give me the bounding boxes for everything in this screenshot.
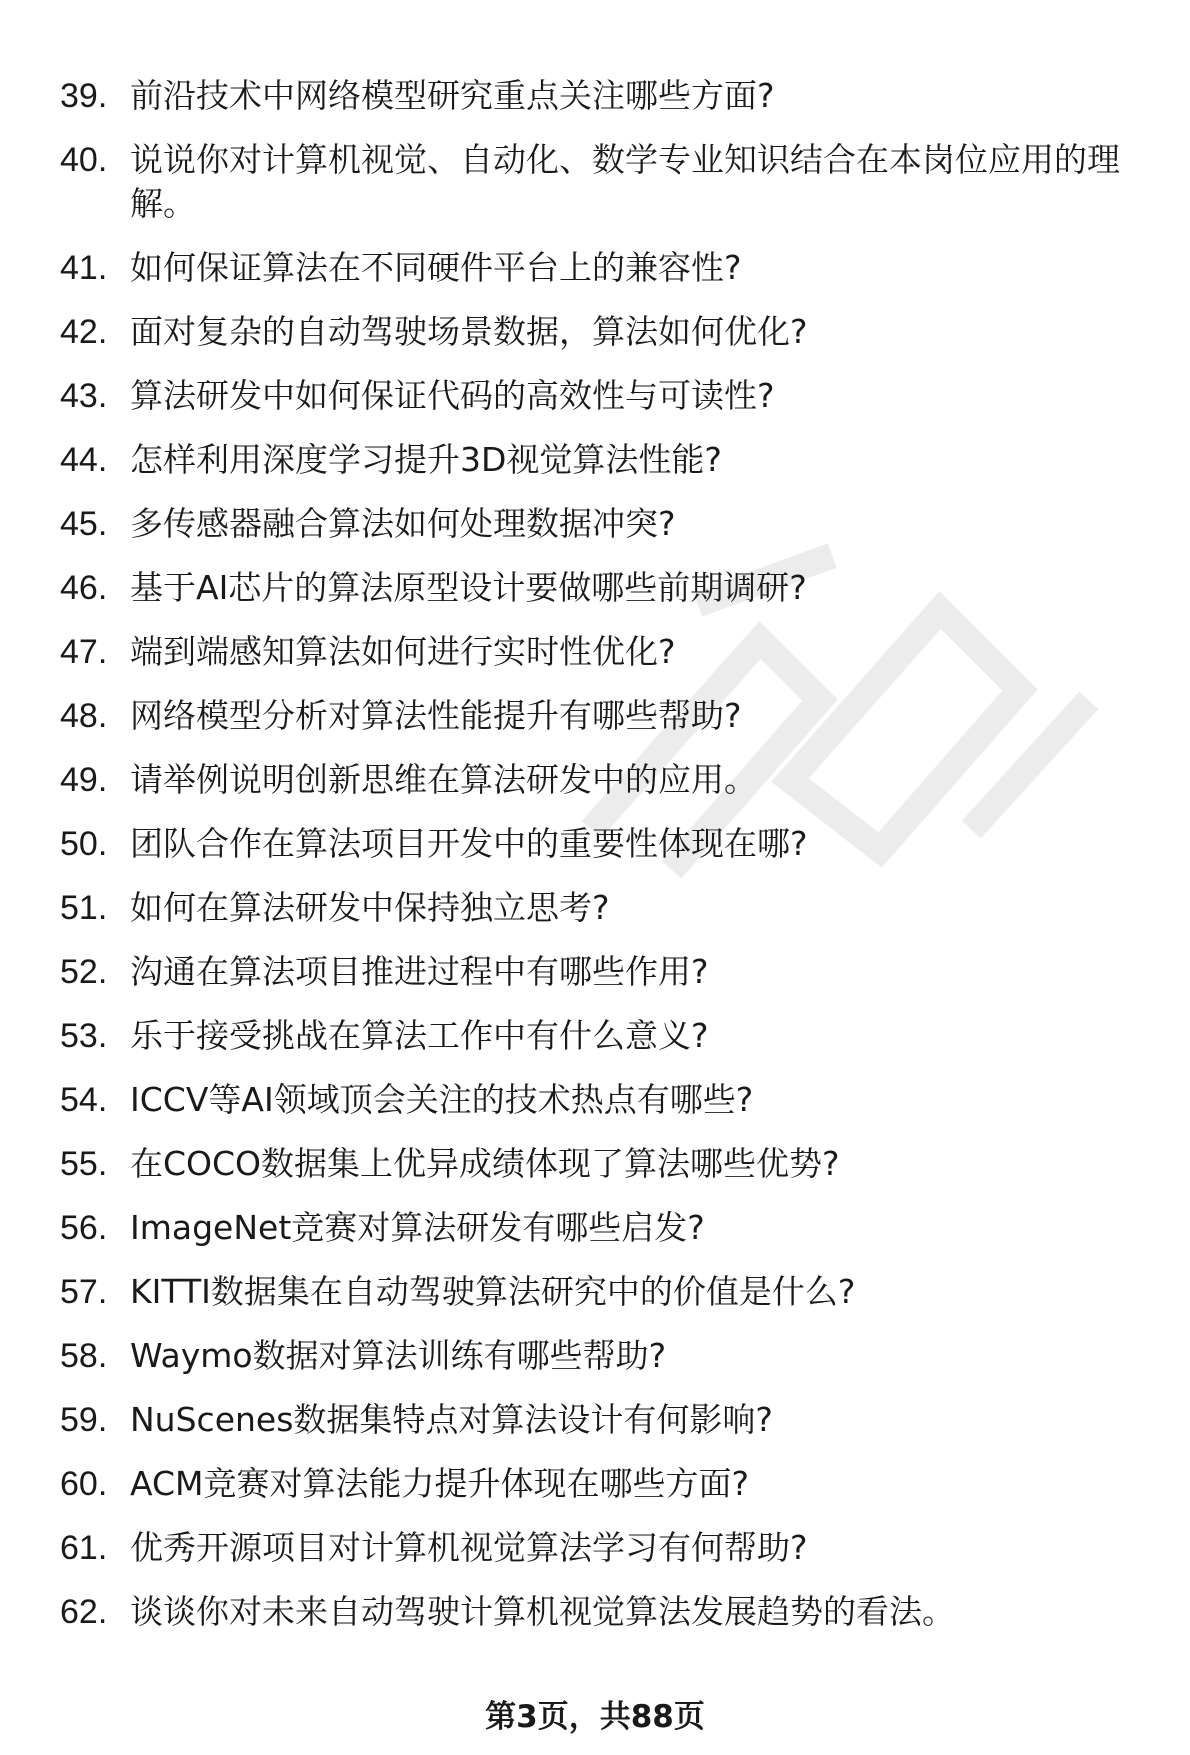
question-number: 52. xyxy=(60,953,108,991)
question-item xyxy=(0,246,1190,290)
question-text: 说说你对计算机视觉、自动化、数学专业知识结合在本岗位应用的理解。 xyxy=(130,140,1120,223)
question-item xyxy=(0,630,1190,674)
question-item xyxy=(0,74,1190,118)
question-number: 60. xyxy=(60,1465,108,1503)
question-number: 41. xyxy=(60,249,108,287)
question-text: 如何在算法研发中保持独立思考? xyxy=(130,888,610,927)
question-text: ImageNet竞赛对算法研发有哪些启发? xyxy=(130,1208,705,1247)
question-number: 42. xyxy=(60,313,108,351)
question-text: 面对复杂的自动驾驶场景数据，算法如何优化? xyxy=(130,312,808,351)
question-text: KITTI数据集在自动驾驶算法研究中的价值是什么? xyxy=(130,1272,856,1311)
question-text: 如何保证算法在不同硬件平台上的兼容性? xyxy=(130,248,742,287)
question-text: 多传感器融合算法如何处理数据冲突? xyxy=(130,504,676,543)
question-number: 44. xyxy=(60,441,108,479)
question-item xyxy=(0,1014,1190,1058)
question-text: 算法研发中如何保证代码的高效性与可读性? xyxy=(130,376,775,415)
question-text: 网络模型分析对算法性能提升有哪些帮助? xyxy=(130,696,742,735)
question-item xyxy=(0,694,1190,738)
question-number: 40. xyxy=(60,141,108,179)
question-number: 39. xyxy=(60,77,108,115)
question-item xyxy=(0,1398,1190,1442)
question-text: Waymo数据对算法训练有哪些帮助? xyxy=(130,1336,667,1375)
question-item xyxy=(0,822,1190,866)
question-text: 前沿技术中网络模型研究重点关注哪些方面? xyxy=(130,76,775,115)
question-text: ICCV等AI领域顶会关注的技术热点有哪些? xyxy=(130,1080,754,1119)
question-text: 团队合作在算法项目开发中的重要性体现在哪? xyxy=(130,824,808,863)
question-item xyxy=(0,138,1190,226)
question-text: 怎样利用深度学习提升3D视觉算法性能? xyxy=(130,440,722,479)
question-item xyxy=(0,310,1190,354)
question-number: 62. xyxy=(60,1593,108,1631)
question-number: 57. xyxy=(60,1273,108,1311)
question-item xyxy=(0,502,1190,546)
question-item xyxy=(0,566,1190,610)
question-text: 在COCO数据集上优异成绩体现了算法哪些优势? xyxy=(130,1144,840,1183)
question-item xyxy=(0,886,1190,930)
question-item xyxy=(0,1526,1190,1570)
question-text: 基于AI芯片的算法原型设计要做哪些前期调研? xyxy=(130,568,807,607)
question-text: 优秀开源项目对计算机视觉算法学习有何帮助? xyxy=(130,1528,808,1567)
question-item xyxy=(0,1206,1190,1250)
question-text: 请举例说明创新思维在算法研发中的应用。 xyxy=(130,760,757,799)
question-number: 53. xyxy=(60,1017,108,1055)
question-number: 46. xyxy=(60,569,108,607)
question-list xyxy=(0,74,1190,1654)
question-number: 55. xyxy=(60,1145,108,1183)
question-text: ACM竞赛对算法能力提升体现在哪些方面? xyxy=(130,1464,750,1503)
question-number: 61. xyxy=(60,1529,108,1567)
question-item xyxy=(0,1334,1190,1378)
question-number: 56. xyxy=(60,1209,108,1247)
question-item xyxy=(0,438,1190,482)
question-item xyxy=(0,374,1190,418)
question-text: 乐于接受挑战在算法工作中有什么意义? xyxy=(130,1016,709,1055)
question-text: 谈谈你对未来自动驾驶计算机视觉算法发展趋势的看法。 xyxy=(130,1592,955,1631)
question-number: 51. xyxy=(60,889,108,927)
question-number: 54. xyxy=(60,1081,108,1119)
question-text: NuScenes数据集特点对算法设计有何影响? xyxy=(130,1400,773,1439)
question-item xyxy=(0,950,1190,994)
question-item xyxy=(0,1078,1190,1122)
question-number: 45. xyxy=(60,505,108,543)
question-item xyxy=(0,1462,1190,1506)
question-number: 49. xyxy=(60,761,108,799)
question-item xyxy=(0,1590,1190,1634)
question-number: 59. xyxy=(60,1401,108,1439)
question-item xyxy=(0,1270,1190,1314)
question-number: 48. xyxy=(60,697,108,735)
question-number: 47. xyxy=(60,633,108,671)
question-number: 58. xyxy=(60,1337,108,1375)
question-number: 43. xyxy=(60,377,108,415)
question-number: 50. xyxy=(60,825,108,863)
question-item xyxy=(0,758,1190,802)
page-number: 第3页，共88页 xyxy=(485,1699,705,1735)
question-item xyxy=(0,1142,1190,1186)
question-text: 端到端感知算法如何进行实时性优化? xyxy=(130,632,676,671)
question-text: 沟通在算法项目推进过程中有哪些作用? xyxy=(130,952,709,991)
